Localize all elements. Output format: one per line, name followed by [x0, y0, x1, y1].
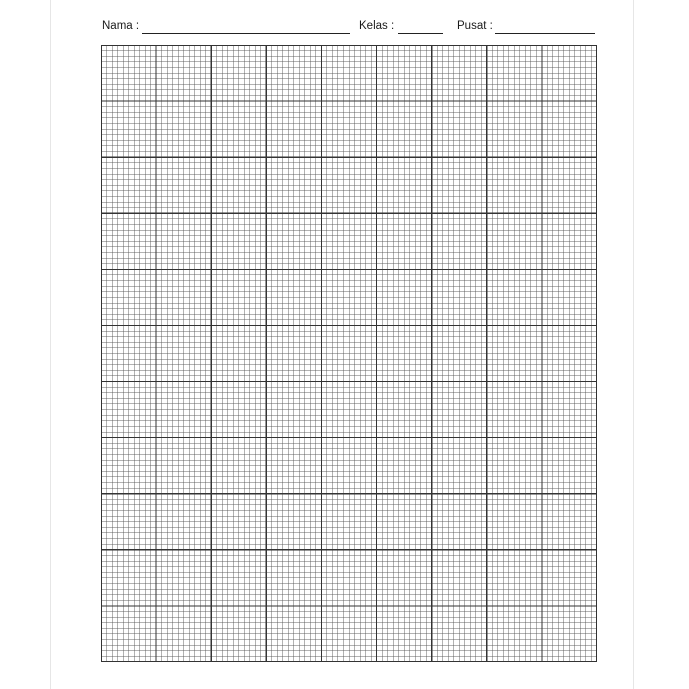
nama-label: Nama : — [102, 20, 140, 32]
nama-blank-line[interactable] — [142, 33, 350, 34]
pusat-blank-line[interactable] — [495, 33, 595, 34]
graph-grid-svg — [101, 45, 597, 662]
minor-grid-lines — [101, 45, 597, 662]
pusat-field — [457, 18, 597, 36]
pusat-label: Pusat : — [457, 20, 493, 32]
kelas-field — [359, 18, 445, 36]
nama-field — [102, 18, 352, 36]
kelas-blank-line[interactable] — [398, 33, 443, 34]
graph-grid — [101, 45, 597, 662]
kelas-label: Kelas : — [359, 20, 395, 32]
